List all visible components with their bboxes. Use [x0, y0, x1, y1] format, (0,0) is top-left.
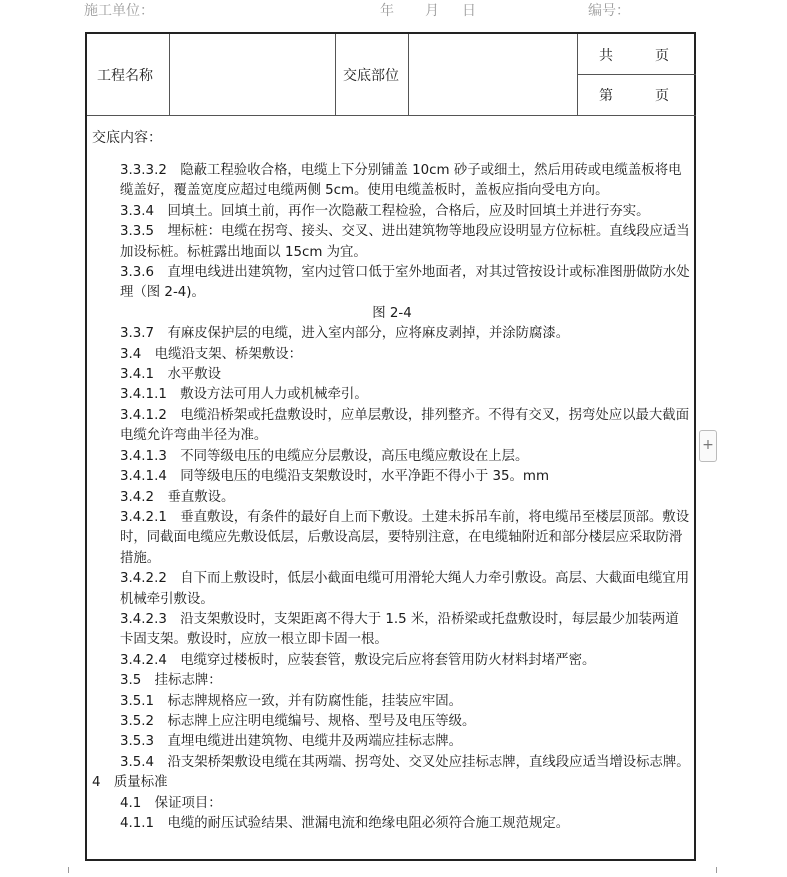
construction-unit-label: 施工单位： [84, 3, 154, 19]
paragraph: 3.3.5 埋标桩：电缆在拐弯、接头、交叉、进出建筑物等地段应设明显方位标桩。直线段应适当加设标桩。标桩露出地面以 15cm 为宜。 [120, 224, 690, 260]
section-heading: 4 质量标准 [92, 775, 168, 791]
paragraph: 3.5.4 沿支架桥架敷设电缆在其两端、拐弯处、交叉处应挂标志牌，直线段应适当增设标志牌。 [120, 754, 690, 770]
page-number-label: 第 页 [599, 88, 669, 104]
expand-button[interactable]: + [699, 430, 717, 462]
paragraph: 3.4.2.1 垂直敷设，有条件的最好自上而下敷设。土建未拆吊车前，将电缆吊至楼层顶部。敷设时，同截面电缆应先敷设低层，后敷设高层，要特别注意，在电缆轴附近和部分楼层应采取防滑措施。 [120, 509, 690, 566]
day-label: 日 [462, 3, 476, 19]
paragraph: 3.4.1.2 电缆沿桥架或托盘敷设时，应单层敷设，排列整齐。不得有交叉，拐弯处应以最大截面电缆允许弯曲半径为准。 [120, 407, 690, 444]
handover-part-value[interactable] [410, 34, 576, 115]
paragraph: 4.1.1 电缆的耐压试验结果、泄漏电流和绝缘电阻必须符合施工规范规定。 [120, 816, 570, 831]
paragraph: 3.5.1 标志牌规格应一致，并有防腐性能，挂装应牢固。 [120, 693, 463, 709]
paragraph: 3.3.6 直埋电线进出建筑物，室内过管口低于室外地面者，对其过管按设计或标准图册做防水处理（图 2-4)。 [120, 265, 690, 301]
paragraph: 3.5 挂标志牌： [120, 673, 222, 689]
paragraph: 3.3.4 回填土。回填土前，再作一次隐蔽工程检验，合格后，应及时回填土并进行夯实。 [120, 203, 650, 219]
paragraph: 3.4.2 垂直敷设。 [120, 489, 235, 505]
project-name-label: 工程名称 [97, 68, 153, 84]
corner-mark [62, 867, 69, 873]
paragraph: 3.4.2.3 沿支架敷设时，支架距离不得大于 1.5 米，沿桥梁或托盘敷设时，每层最少加装两道卡固支架。敷设时，应放一根立即卡固一根。 [120, 611, 679, 648]
paragraph: 3.4.1.3 不同等级电压的电缆应分层敷设，高压电缆应敷设在上层。 [120, 448, 529, 464]
paragraph: 3.5.2 标志牌上应注明电缆编号、规格、型号及电压等级。 [120, 713, 476, 729]
corner-mark [716, 867, 723, 873]
total-pages-label: 共 页 [599, 48, 669, 64]
paragraph: 3.4.1.4 同等级电压的电缆沿支架敷设时，水平净距不得小于 35。mm [120, 469, 549, 485]
handover-content [92, 161, 692, 834]
month-label: 月 [425, 3, 439, 19]
handover-part-label: 交底部位 [343, 68, 399, 84]
handover-sheet [85, 32, 696, 861]
paragraph: 3.3.3.2 隐蔽工程验收合格，电缆上下分别铺盖 10cm 砂子或细土，然后用砖或电缆盖板将电缆盖好，覆盖宽度应超过电缆两侧 5cm。使用电缆盖板时，盖板应指向受电方向。 [120, 163, 682, 199]
paragraph: 3.4.1.1 敷设方法可用人力或机械牵引。 [120, 387, 368, 403]
divider [408, 34, 409, 115]
divider [335, 34, 336, 115]
paragraph: 3.4.2.4 电缆穿过楼板时，应装套管，敷设完后应将套管用防火材料封堵严密。 [120, 652, 596, 668]
paragraph: 3.4.2.2 自下而上敷设时，低层小截面电缆可用滑轮大绳人力牵引敷设。高层、大截面电缆宜用机械牵引敷设。 [120, 571, 690, 607]
paragraph: 3.3.7 有麻皮保护层的电缆，进入室内部分，应将麻皮剥掉，并涂防腐漆。 [120, 326, 570, 342]
divider [87, 115, 696, 116]
content-label: 交底内容： [92, 130, 162, 146]
paragraph: 3.4 电缆沿支架、桥架敷设： [120, 346, 302, 362]
project-name-value[interactable] [171, 34, 335, 115]
divider [169, 34, 170, 115]
divider [577, 74, 696, 75]
page-header [0, 0, 787, 22]
paragraph: 3.4.1 水平敷设 [120, 367, 222, 383]
paragraph: 3.5.3 直埋电缆进出建筑物、电缆井及两端应挂标志牌。 [120, 734, 463, 750]
number-label: 编号： [588, 3, 630, 19]
paragraph: 4.1 保证项目： [120, 795, 222, 811]
year-label: 年 [380, 3, 394, 19]
figure-caption: 图 2-4 [372, 305, 412, 321]
